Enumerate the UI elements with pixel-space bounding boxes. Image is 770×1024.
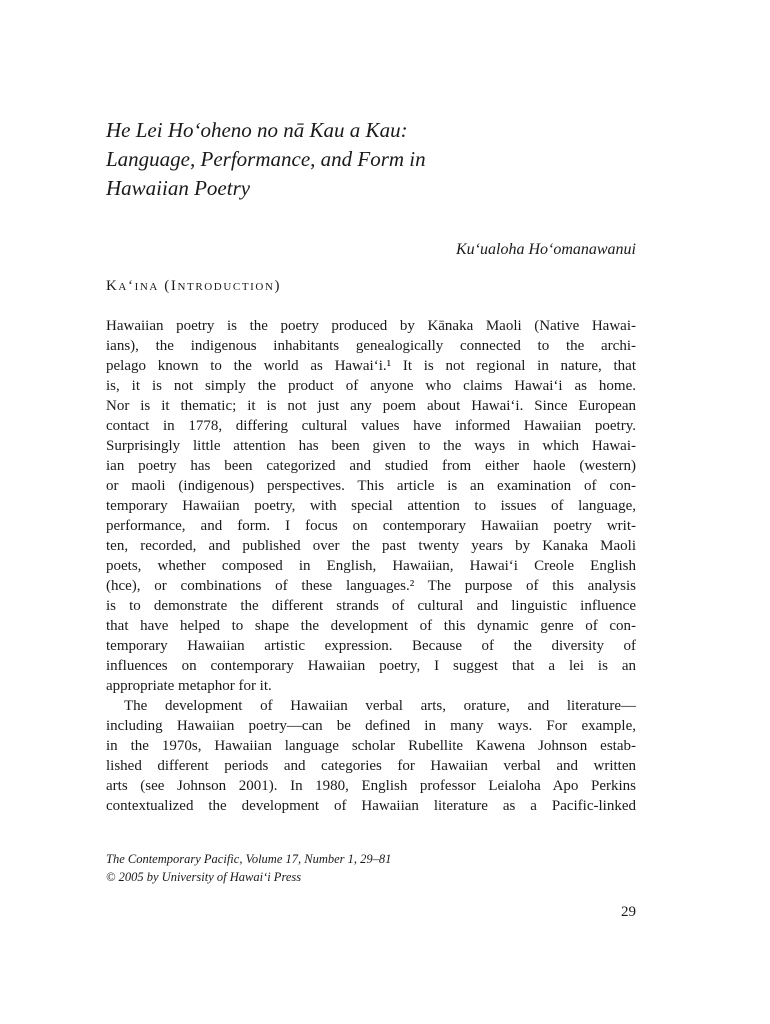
text-line: in the 1970s, Hawaiian language scholar Rubellite Kawena Johnson estab- [106,738,636,754]
text-line: Nor is it thematic; it is not just any poem about Hawaiʻi. Since European [106,398,636,414]
title-line: He Lei Hoʻoheno no nā Kau a Kau: [106,118,408,142]
text-line: performance, and form. I focus on contemporary Hawaiian poetry writ- [106,518,636,534]
paragraph-1 [106,316,636,696]
text-line: (hce), or combinations of these languages.² The purpose of this analysis [106,578,636,594]
title-line: Language, Performance, and Form in [106,147,426,171]
text-line: pelago known to the world as Hawaiʻi.¹ It is not regional in nature, that [106,358,636,374]
article-body [106,316,636,816]
footer-citation: The Contemporary Pacific, Volume 17, Number 1, 29–81 [106,852,392,866]
journal-page [106,0,636,1024]
text-line: including Hawaiian poetry—can be defined in many ways. For example, [106,718,636,734]
text-line: is, it is not simply the product of anyone who claims Hawaiʻi as home. [106,378,636,394]
footer-copyright: © 2005 by University of Hawaiʻi Press [106,870,302,884]
text-line: or maoli (indigenous) perspectives. This article is an examination of con- [106,478,636,494]
text-line: lished different periods and categories for Hawaiian verbal and written [106,758,636,774]
text-line: arts (see Johnson 2001). In 1980, English professor Leialoha Apo Perkins [106,778,636,794]
text-line: influences on contemporary Hawaiian poetry, I suggest that a lei is an [106,658,636,674]
title-line: Hawaiian Poetry [106,176,251,200]
text-line: The development of Hawaiian verbal arts, orature, and literature— [124,698,636,714]
section-heading: Kaʻina (Introduction) [106,278,282,294]
text-line: that have helped to shape the development of this dynamic genre of con- [106,618,636,634]
page-number: 29 [621,904,636,920]
text-line: ten, recorded, and published over the past twenty years by Kanaka Maoli [106,538,636,554]
text-line: poets, whether composed in English, Hawaiian, Hawaiʻi Creole English [106,558,636,574]
text-line: temporary Hawaiian poetry, with special attention to issues of language, [106,498,636,514]
article-title [106,116,636,203]
text-line: appropriate metaphor for it. [106,678,272,694]
text-line: temporary Hawaiian artistic expression. Because of the diversity of [106,638,636,654]
text-line: Hawaiian poetry is the poetry produced by Kānaka Maoli (Native Hawai- [106,318,636,334]
article-author: Kuʻualoha Hoʻomanawanui [456,241,636,258]
text-line: contextualized the development of Hawaiian literature as a Pacific-linked [106,798,636,814]
text-line: Surprisingly little attention has been given to the ways in which Hawai- [106,438,636,454]
paragraph-2 [106,696,636,816]
text-line: contact in 1778, differing cultural values have informed Hawaiian poetry. [106,418,636,434]
text-line: ian poetry has been categorized and studied from either haole (western) [106,458,636,474]
publication-footer [106,850,391,886]
text-line: ians), the indigenous inhabitants genealogically connected to the archi- [106,338,636,354]
text-line: is to demonstrate the different strands of cultural and linguistic influence [106,598,636,614]
